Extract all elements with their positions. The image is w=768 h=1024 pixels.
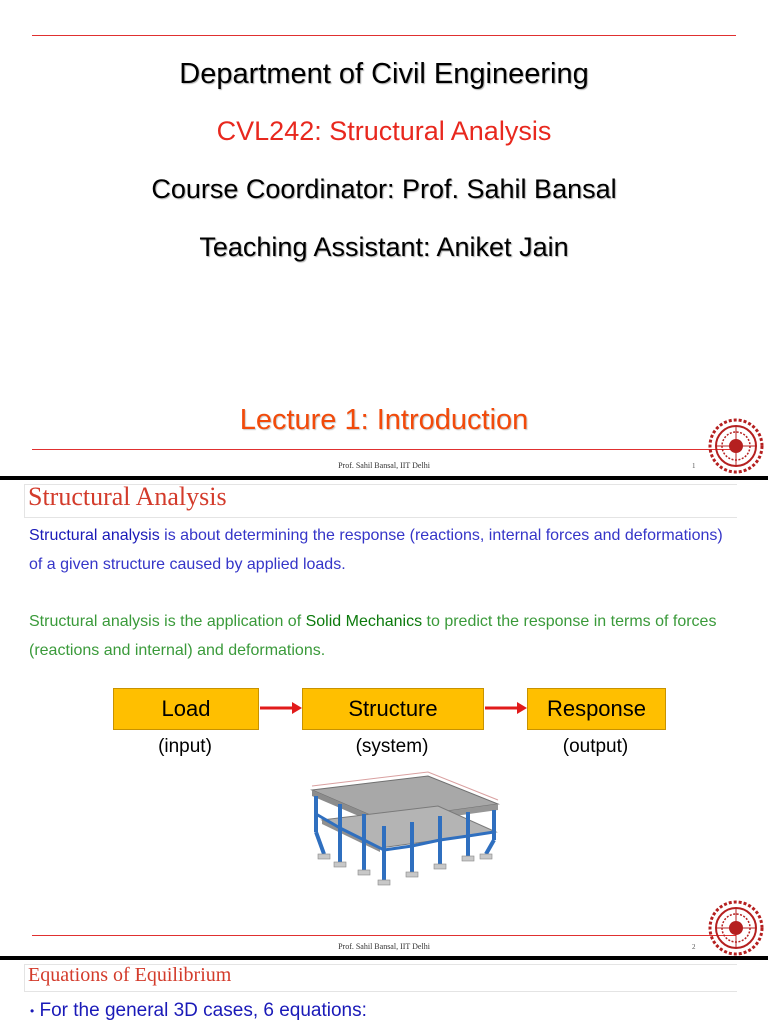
flow-sub-output: (output) <box>562 736 629 757</box>
slide-title: Equations of Equilibrium <box>28 964 232 986</box>
page-number: 2 <box>692 943 696 951</box>
lecture-title: Lecture 1: Introduction <box>239 404 529 436</box>
bullet-marker-icon: • <box>30 1003 35 1018</box>
paragraph-definition <box>29 521 739 579</box>
paragraph-application <box>29 607 739 665</box>
footer-author: Prof. Sahil Bansal, IIT Delhi <box>338 942 430 951</box>
flow-box-structure: Structure <box>302 688 484 730</box>
slide-1 <box>0 0 768 476</box>
slide-3 <box>0 960 768 1024</box>
slide-2 <box>0 480 768 956</box>
header-rule <box>32 35 736 36</box>
highlight-term: Structural analysis <box>29 527 160 544</box>
footer-rule <box>32 935 736 936</box>
paragraph-text: is about determining the response (reactions, internal forces and deformations) of a given structure caused by applied loads. <box>29 527 723 573</box>
page-number: 1 <box>692 462 696 470</box>
highlight-term: Solid Mechanics <box>305 613 423 630</box>
course-title: CVL242: Structural Analysis <box>216 116 552 146</box>
paragraph-text: Structural analysis is the application of <box>29 613 306 630</box>
slide-title: Structural Analysis <box>28 482 227 511</box>
frame-structure-illustration <box>300 770 510 890</box>
bullet-item <box>30 1000 367 1022</box>
arrow-right-icon <box>258 700 304 716</box>
bullet-text: For the general 3D cases, 6 equations: <box>39 1000 367 1021</box>
footer-author: Prof. Sahil Bansal, IIT Delhi <box>338 461 430 470</box>
iit-delhi-logo-icon <box>708 418 764 474</box>
flow-box-response: Response <box>527 688 666 730</box>
footer-rule <box>32 449 736 450</box>
assistant-line: Teaching Assistant: Aniket Jain <box>199 232 569 262</box>
flow-sub-input: (input) <box>158 736 212 757</box>
flow-box-load: Load <box>113 688 259 730</box>
department-title: Department of Civil Engineering <box>179 58 589 90</box>
arrow-right-icon <box>483 700 529 716</box>
iit-delhi-logo-icon <box>708 900 764 956</box>
flow-sub-system: (system) <box>355 736 429 757</box>
coordinator-line: Course Coordinator: Prof. Sahil Bansal <box>151 174 617 204</box>
paragraph-text: to predict the response in terms of forces (reactions and internal) and deformations. <box>29 613 717 659</box>
